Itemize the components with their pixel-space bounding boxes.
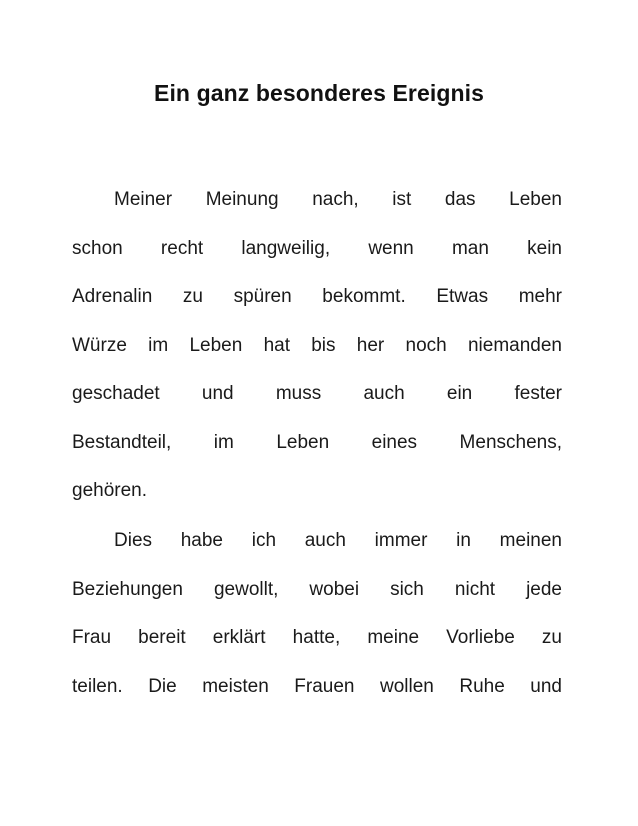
paragraph-line: schon recht langweilig, wenn man kein [72, 237, 562, 259]
paragraph-line: Frau bereit erklärt hatte, meine Vorliebe zu [72, 627, 562, 648]
paragraph-line: geschadet und muss auch ein fester [72, 383, 562, 404]
document-title: Ein ganz besonderes Ereignis [154, 80, 484, 106]
paragraph-line: teilen. Die meisten Frauen wollen Ruhe und [72, 675, 562, 697]
paragraph-line: gehören. [72, 480, 148, 501]
paragraph-line: Bestandteil, im Leben eines Menschens, [72, 431, 562, 453]
paragraph-line: Dies habe ich auch immer in meinen [114, 530, 562, 551]
paragraph-1 [72, 176, 562, 516]
paragraph-line: Meiner Meinung nach, ist das Leben [114, 189, 562, 210]
paragraph-2 [72, 517, 562, 711]
paragraph-line: Beziehungen gewollt, wobei sich nicht jede [72, 578, 562, 600]
paragraph-line: Adrenalin zu spüren bekommt. Etwas mehr [72, 286, 562, 307]
paragraph-line: Würze im Leben hat bis her noch niemanden [72, 334, 562, 356]
